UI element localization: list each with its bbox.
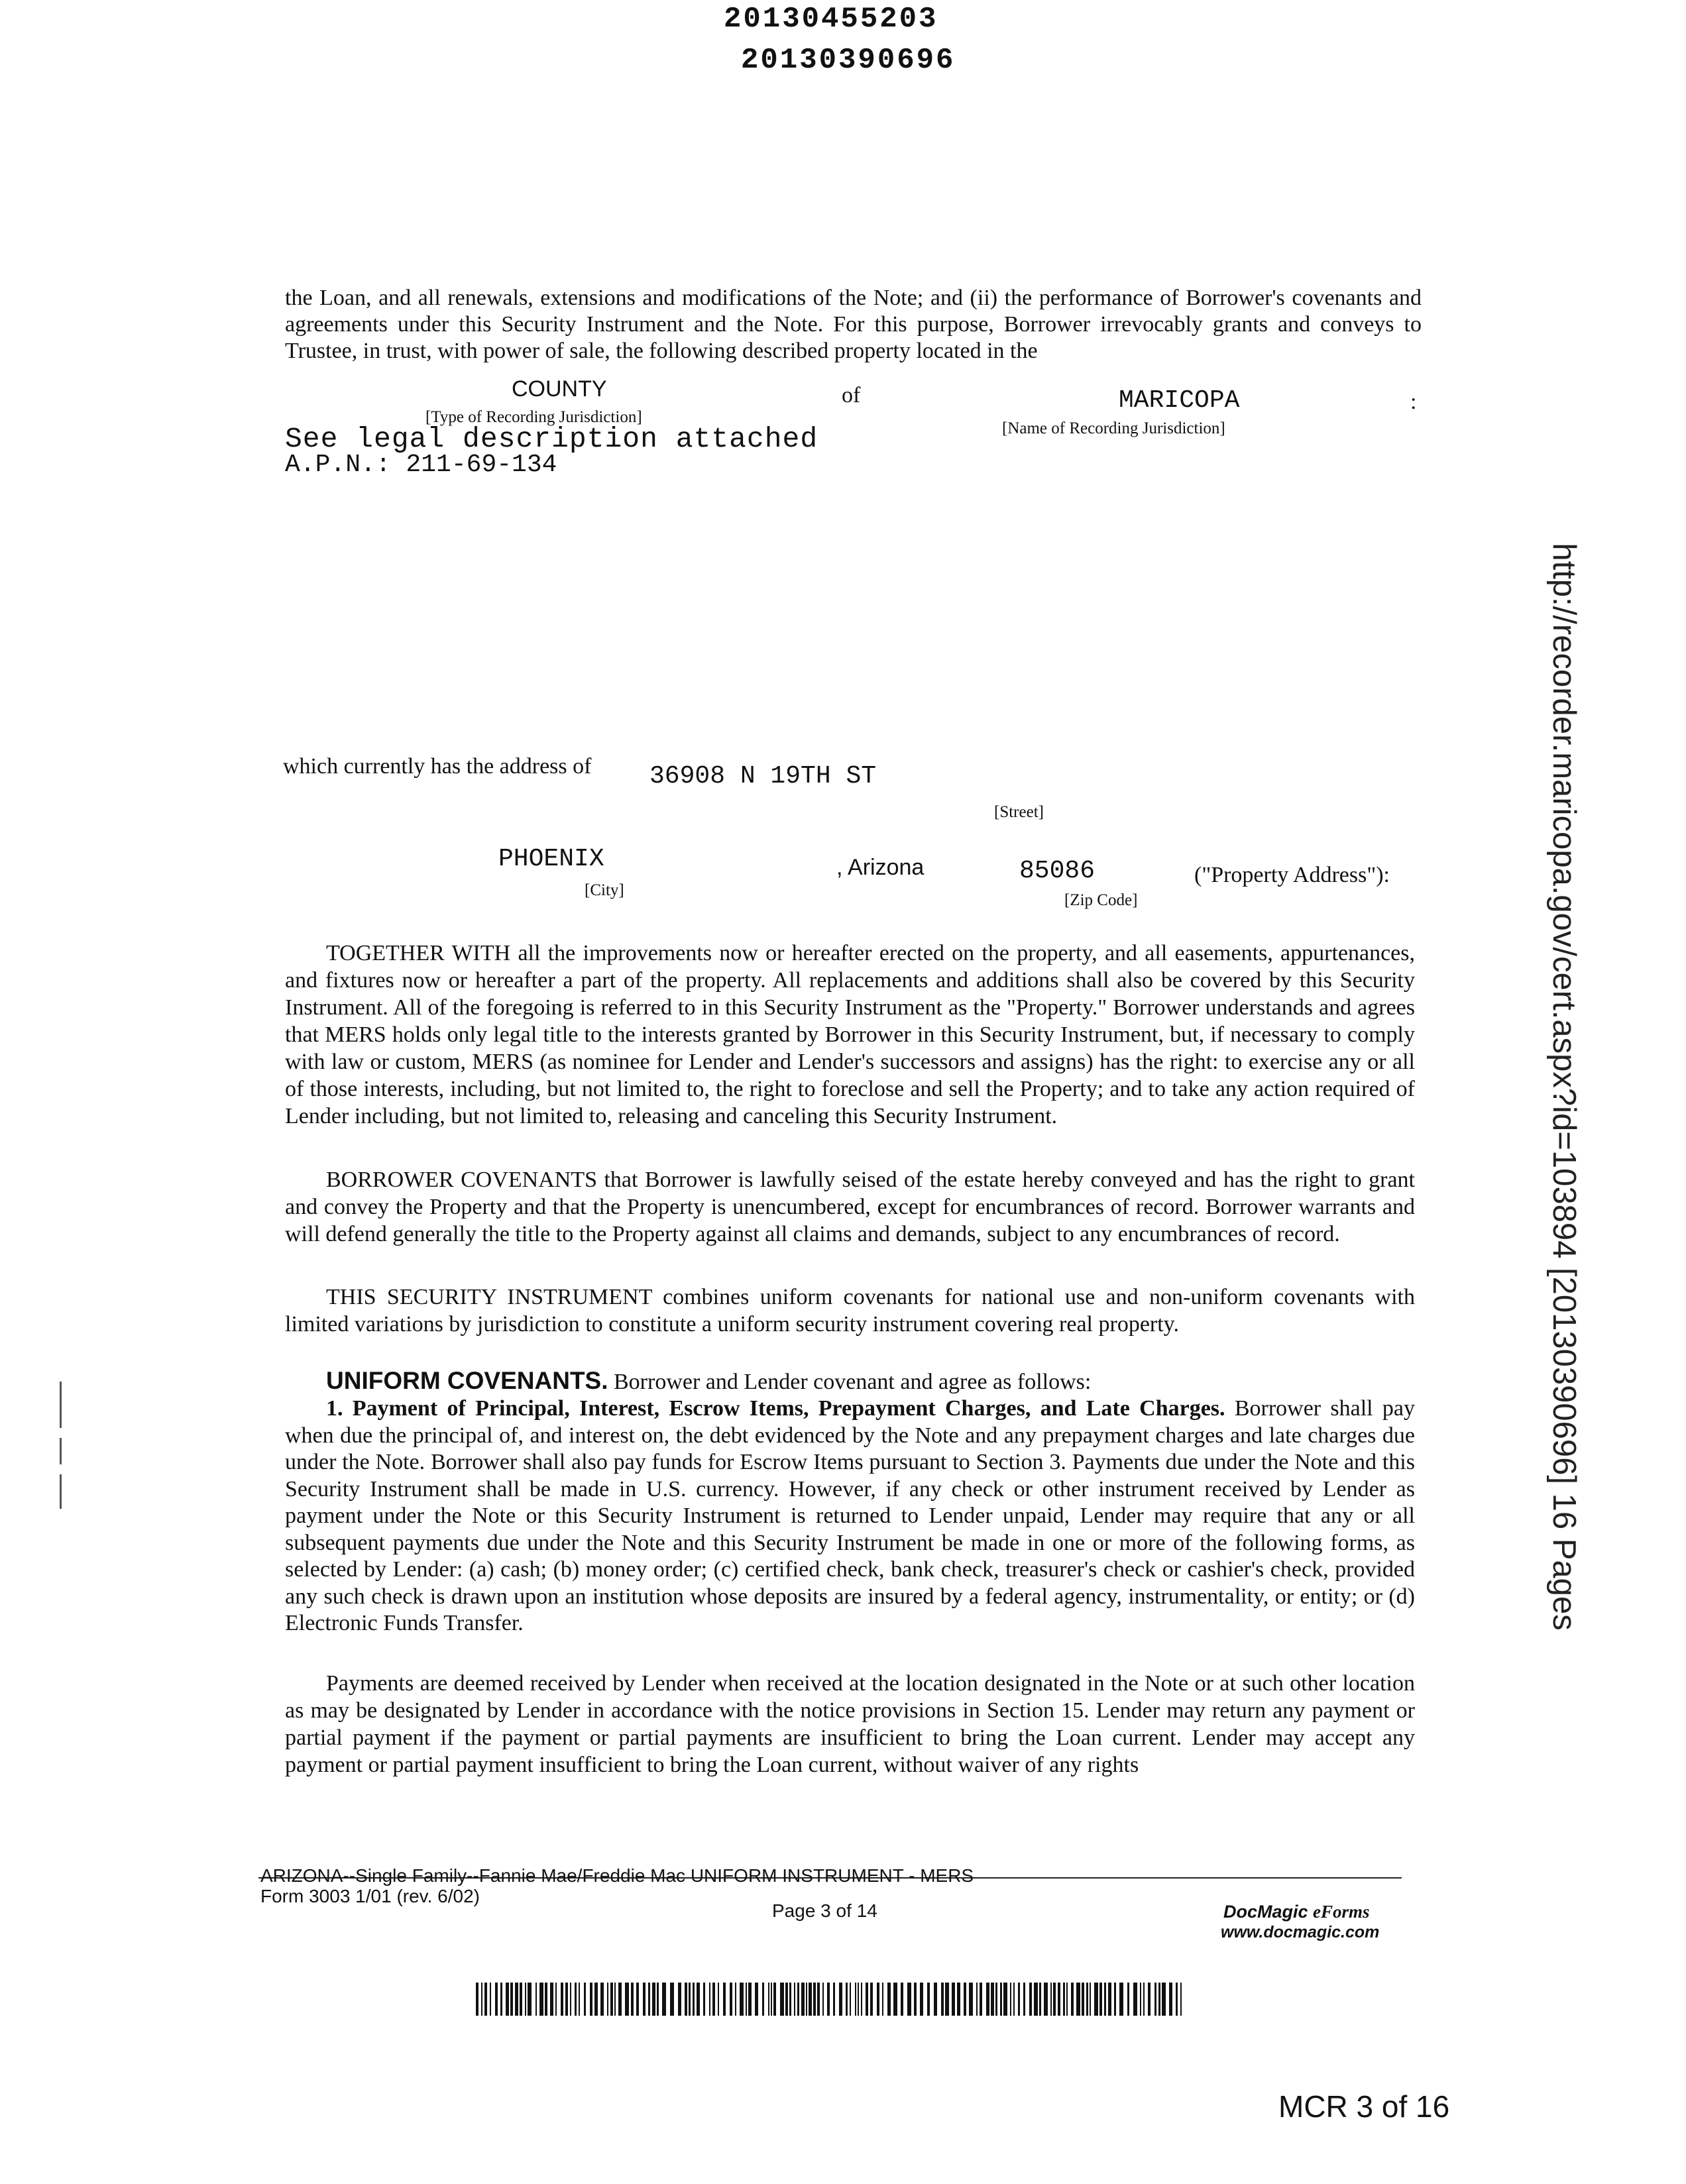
barcode-bar <box>995 1983 997 2016</box>
barcode-bar <box>861 1983 862 2016</box>
barcode-bar <box>901 1983 903 2016</box>
barcode-bar <box>980 1983 982 2016</box>
barcode-bar <box>785 1983 788 2016</box>
barcode-bar <box>490 1983 491 2016</box>
barcode-bar <box>952 1983 955 2016</box>
barcode-bar <box>768 1983 769 2016</box>
street-address: 36908 N 19TH ST <box>649 762 877 791</box>
barcode-bar <box>561 1983 563 2016</box>
docmagic-eforms: eForms <box>1313 1902 1370 1922</box>
barcode-bar <box>570 1983 571 2016</box>
barcode-bar <box>614 1983 616 2016</box>
barcode-bar <box>833 1983 835 2016</box>
barcode-bar <box>520 1983 522 2016</box>
zip-code: 85086 <box>1019 857 1096 885</box>
barcode-bar <box>1104 1983 1106 2016</box>
barcode-bar <box>755 1983 758 2016</box>
barcode-bar <box>1053 1983 1056 2016</box>
recorder-certificate-url: http://recorder.maricopa.gov/cert.aspx?id=103894 [20130390696] 16 Pages <box>1546 543 1582 1631</box>
street-label: [Street] <box>994 803 1044 821</box>
barcode-bar <box>740 1983 744 2016</box>
barcode-bar <box>870 1983 873 2016</box>
barcode-bar <box>1023 1983 1025 2016</box>
barcode-bar <box>1148 1983 1151 2016</box>
barcode-bar <box>1094 1983 1098 2016</box>
barcode-bar <box>1119 1983 1123 2016</box>
barcode-bar <box>709 1983 710 2016</box>
barcode-bar <box>839 1983 842 2016</box>
barcode-bar <box>1066 1983 1068 2016</box>
barcode-bar <box>746 1983 747 2016</box>
state: , Arizona <box>836 855 925 880</box>
jurisdiction-name: MARICOPA <box>1119 386 1240 415</box>
barcode-bar <box>625 1983 629 2016</box>
barcode-bar <box>1143 1983 1145 2016</box>
payments-paragraph <box>285 1670 1415 1778</box>
barcode-bar <box>771 1983 772 2016</box>
barcode-bar <box>1050 1983 1052 2016</box>
barcode-bar <box>773 1983 776 2016</box>
together-with-text: TOGETHER WITH all the improvements now or hereafter erected on the property, and all easements, appurtenances, and fixtures now or hereafter a part of the property. All replacements and additions shall also be covered by this Security Instrument. All of the foregoing is referred to in this Security Instrument as the "Property." Borrower understands and agrees that MERS holds only legal title to the interests granted by Borrower in this Security Instrument, but, if necessary to comply with law or custom, MERS (as nominee for Lender and Lender's successors and assigns) has the right: to exercise any or all of those interests, including, but not limited to, the right to foreclose and sell the Property; and to take any action required of Lender including, but not limited to, releasing and canceling this Security Instrument. <box>285 941 1415 1128</box>
barcode-bar <box>827 1983 830 2016</box>
barcode-bar <box>762 1983 764 2016</box>
barcode-bar <box>991 1983 994 2016</box>
scan-mark <box>60 1474 62 1509</box>
uniform-covenants-intro: Borrower and Lender covenant and agree as follows: <box>614 1370 1092 1394</box>
barcode-bar <box>801 1983 805 2016</box>
security-instrument-paragraph <box>285 1283 1415 1338</box>
barcode-bar <box>1114 1983 1116 2016</box>
barcode-bar <box>855 1983 856 2016</box>
borrower-covenants-paragraph <box>285 1166 1415 1248</box>
payments-text: Payments are deemed received by Lender when received at the location designated in the Note or at such other location as may be designated by Lender in accordance with the notice provisions in Section 15. Lender may return any payment or partial payment if the payment or partial payments are insufficient to bring the Loan current. Lender may accept any payment or partial payment insufficient to bring the Loan current, without waiver of any rights <box>285 1671 1415 1777</box>
barcode-bar <box>1158 1983 1160 2016</box>
barcode-bar <box>510 1983 513 2016</box>
page-number: Page 3 of 14 <box>772 1900 877 1921</box>
apn-number: A.P.N.: 211-69-134 <box>285 451 557 479</box>
barcode-bar <box>1176 1983 1178 2016</box>
barcode-bar <box>797 1983 799 2016</box>
uniform-covenants-heading: UNIFORM COVENANTS. <box>326 1367 608 1394</box>
recording-number-primary: 20130455203 <box>724 3 938 36</box>
barcode-bar <box>914 1983 917 2016</box>
barcode-bar <box>809 1983 812 2016</box>
barcode-bar <box>735 1983 736 2016</box>
barcode-bar <box>476 1983 478 2016</box>
barcode-bar <box>1003 1983 1007 2016</box>
barcode-bar <box>618 1983 622 2016</box>
item-1-text: Borrower shall pay when due the principal of, and interest on, the debt evidenced by the Note and any prepayment charges and late charges due under the Note. Borrower shall also pay funds for Escrow Items pursuant to Section 3. Payments due under the Note and this Security Instrument shall be made in U.S. currency. However, if any check or other instrument received by Lender as payment under the Note or this Security Instrument is returned to Lender unpaid, Lender may require that any or all subsequent payments due under the Note and this Security Instrument be made in one or more of the following forms, as selected by Lender: (a) cash; (b) money order; (c) certified check, bank check, treasurer's check or cashier's check, provided any such check is drawn upon an institution whose deposits are insured by a federal agency, instrumentality, or entity; or (d) Electronic Funds Transfer. <box>285 1396 1415 1635</box>
barcode-bar <box>610 1983 613 2016</box>
barcode-bar <box>545 1983 547 2016</box>
barcode-bar <box>631 1983 634 2016</box>
barcode-bar <box>1071 1983 1074 2016</box>
barcode-bar <box>495 1983 498 2016</box>
barcode-bar <box>934 1983 937 2016</box>
barcode-bar <box>866 1983 868 2016</box>
together-with-paragraph <box>285 940 1415 1130</box>
barcode-bar <box>1090 1983 1091 2016</box>
barcode-bar <box>535 1983 537 2016</box>
property-address-label: ("Property Address"): <box>1194 863 1390 887</box>
barcode-bar <box>636 1983 639 2016</box>
barcode-bar <box>712 1983 715 2016</box>
item-1-paragraph <box>285 1395 1415 1637</box>
barcode-bar <box>1013 1983 1015 2016</box>
barcode-bar <box>718 1983 719 2016</box>
barcode-bar <box>579 1983 580 2016</box>
barcode-bar <box>730 1983 732 2016</box>
barcode-bar <box>1180 1983 1182 2016</box>
city: PHOENIX <box>498 845 604 873</box>
item-1-heading: 1. Payment of Principal, Interest, Escrow Items, Prepayment Charges, and Late Charges. <box>326 1396 1225 1421</box>
barcode-bar <box>877 1983 879 2016</box>
form-number: Form 3003 1/01 (rev. 6/02) <box>260 1886 480 1906</box>
docmagic-website: www.docmagic.com <box>1221 1923 1380 1941</box>
barcode-bar <box>689 1983 691 2016</box>
barcode-bar <box>1034 1983 1038 2016</box>
docmagic-logo <box>1223 1902 1370 1922</box>
barcode-bar <box>515 1983 518 2016</box>
borrower-covenants-text: BORROWER COVENANTS that Borrower is lawfully seised of the estate hereby conveyed and has the right to grant and convey the Property and that the Property is unencumbered, except for encumbrances of record. Borrower warrants and will defend generally the title to the Property against all claims and demands, subject to any encumbrances of record. <box>285 1168 1415 1246</box>
barcode-bar <box>858 1983 859 2016</box>
barcode-bar <box>780 1983 784 2016</box>
barcode-bar <box>723 1983 726 2016</box>
barcode-bar <box>481 1983 482 2016</box>
barcode-bar <box>1127 1983 1129 2016</box>
address-lead-text: which currently has the address of <box>283 754 592 779</box>
barcode-bar <box>893 1983 897 2016</box>
barcode-bar <box>590 1983 592 2016</box>
barcode-bar <box>748 1983 752 2016</box>
barcode-bar <box>539 1983 543 2016</box>
barcode-bar <box>1133 1983 1137 2016</box>
barcode-bar <box>1018 1983 1020 2016</box>
barcode-bar <box>528 1983 532 2016</box>
barcode-bar <box>976 1983 978 2016</box>
barcode-bar <box>657 1983 659 2016</box>
barcode-bar <box>525 1983 526 2016</box>
barcode-bar <box>1108 1983 1111 2016</box>
barcode-bar <box>703 1983 705 2016</box>
type-of-jurisdiction-label: [Type of Recording Jurisdiction] <box>425 408 642 426</box>
barcode <box>476 1983 1188 2016</box>
barcode-bar <box>806 1983 807 2016</box>
scan-mark <box>60 1438 62 1464</box>
barcode-bar <box>506 1983 509 2016</box>
barcode-bar <box>678 1983 681 2016</box>
barcode-bar <box>584 1983 586 2016</box>
name-of-jurisdiction-label: [Name of Recording Jurisdiction] <box>1002 419 1225 437</box>
barcode-bar <box>500 1983 502 2016</box>
intro-paragraph: the Loan, and all renewals, extensions and modifications of the Note; and (ii) the performance of Borrower's covenants and agreements under this Security Instrument and the Note. For this purpose, Borrower irrevocably grants and conveys to Trustee, in trust, with power of sale, the following described property located in the <box>285 286 1422 363</box>
barcode-bar <box>813 1983 816 2016</box>
barcode-bar <box>1082 1983 1084 2016</box>
docmagic-brand: DocMagic <box>1223 1902 1308 1922</box>
city-label: [City] <box>585 881 624 899</box>
barcode-bar <box>945 1983 949 2016</box>
barcode-bar <box>575 1983 577 2016</box>
legal-description: See legal description attached <box>285 423 818 455</box>
barcode-bar <box>822 1983 824 2016</box>
barcode-bar <box>1099 1983 1102 2016</box>
zip-label: [Zip Code] <box>1064 891 1138 909</box>
scan-mark <box>60 1382 62 1428</box>
barcode-bar <box>685 1983 687 2016</box>
barcode-bar <box>643 1983 646 2016</box>
uniform-covenants-line <box>326 1367 1091 1395</box>
barcode-bar <box>969 1983 973 2016</box>
barcode-bar <box>887 1983 891 2016</box>
mcr-page-count: MCR 3 of 16 <box>1278 2089 1450 2124</box>
barcode-bar <box>794 1983 795 2016</box>
barcode-bar <box>693 1983 695 2016</box>
barcode-bar <box>907 1983 911 2016</box>
barcode-bar <box>1076 1983 1080 2016</box>
barcode-bar <box>817 1983 820 2016</box>
barcode-bar <box>594 1983 598 2016</box>
barcode-bar <box>850 1983 851 2016</box>
barcode-bar <box>607 1983 608 2016</box>
barcode-bar <box>789 1983 791 2016</box>
barcode-bar <box>1063 1983 1065 2016</box>
recording-number-secondary: 20130390696 <box>741 44 956 77</box>
barcode-bar <box>986 1983 989 2016</box>
barcode-bar <box>565 1983 568 2016</box>
barcode-bar <box>1154 1983 1156 2016</box>
barcode-bar <box>1086 1983 1088 2016</box>
barcode-bar <box>964 1983 966 2016</box>
barcode-bar <box>1000 1983 1002 2016</box>
barcode-bar <box>957 1983 960 2016</box>
barcode-bar <box>1010 1983 1011 2016</box>
of-text: of <box>842 383 861 408</box>
barcode-bar <box>697 1983 700 2016</box>
jurisdiction-type: COUNTY <box>512 376 607 402</box>
security-instrument-text: THIS SECURITY INSTRUMENT combines uniform covenants for national use and non-uniform covenants with limited variations by jurisdiction to constitute a uniform security instrument covering real property. <box>285 1285 1415 1337</box>
barcode-bar <box>1039 1983 1041 2016</box>
barcode-bar <box>670 1983 674 2016</box>
barcode-bar <box>1058 1983 1060 2016</box>
barcode-bar <box>652 1983 655 2016</box>
barcode-bar <box>648 1983 650 2016</box>
barcode-bar <box>941 1983 944 2016</box>
barcode-bar <box>1044 1983 1048 2016</box>
barcode-bar <box>662 1983 666 2016</box>
barcode-bar <box>846 1983 848 2016</box>
barcode-bar <box>1162 1983 1166 2016</box>
barcode-bar <box>1029 1983 1032 2016</box>
barcode-bar <box>920 1983 923 2016</box>
barcode-bar <box>1140 1983 1141 2016</box>
barcode-bar <box>484 1983 487 2016</box>
barcode-bar <box>927 1983 930 2016</box>
barcode-bar <box>600 1983 604 2016</box>
barcode-bar <box>550 1983 553 2016</box>
barcode-bar <box>555 1983 557 2016</box>
barcode-bar <box>1169 1983 1172 2016</box>
barcode-bar <box>882 1983 883 2016</box>
jurisdiction-colon: : <box>1410 390 1417 414</box>
form-title: ARIZONA--Single Family--Fannie Mae/Freddie Mac UNIFORM INSTRUMENT - MERS <box>260 1865 974 1886</box>
